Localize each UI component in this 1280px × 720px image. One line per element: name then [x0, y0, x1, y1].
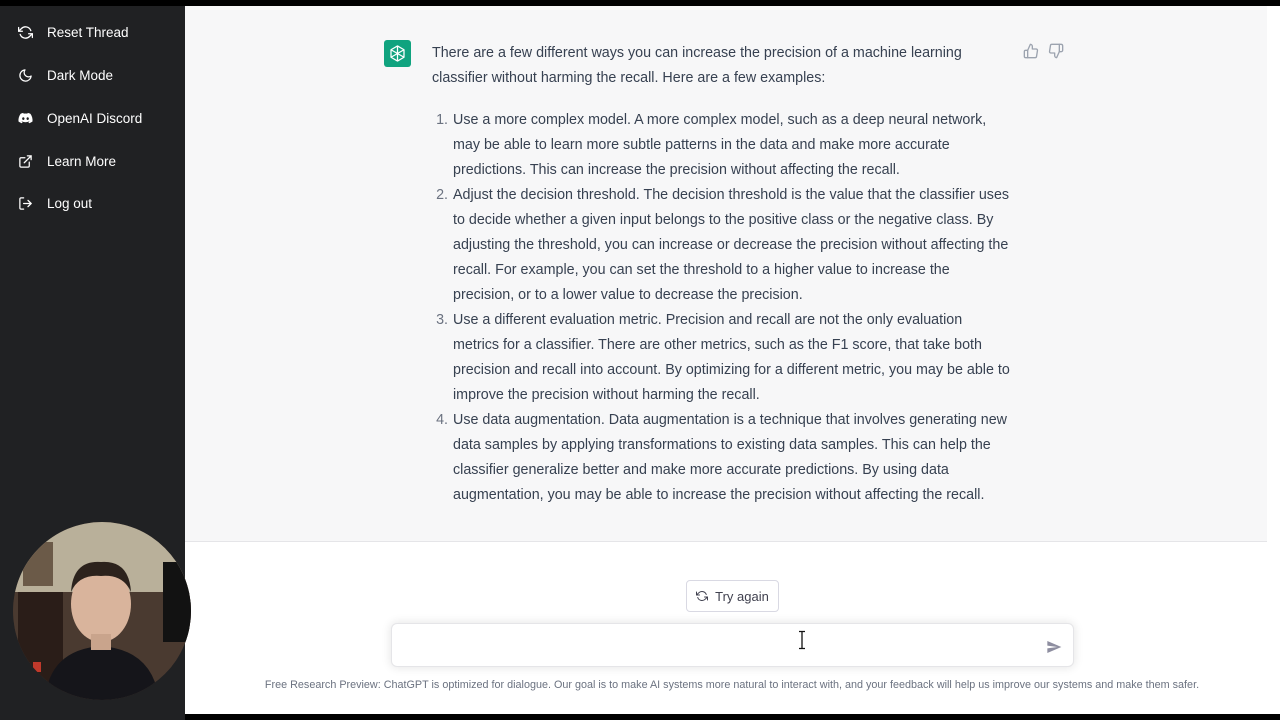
sidebar-item-label: Reset Thread	[47, 24, 129, 40]
message-intro: There are a few different ways you can increase the precision of a machine learning classifier without harming the recall. Here are a few examples:	[432, 45, 962, 86]
list-item: 3. Use a different evaluation metric. Precision and recall are not the only evaluation metrics for a classifier. There are other metrics, such as the F1 score, that take both precision and recall into account. By optimizing for a different metric, you may be able to improve the precision without harming the recall.	[452, 308, 1012, 408]
sidebar-item-reset-thread[interactable]	[8, 14, 176, 50]
sidebar-item-label: Dark Mode	[47, 67, 114, 83]
thumbs-down-icon[interactable]	[1048, 43, 1064, 59]
footer-disclaimer: Free Research Preview: ChatGPT is optimized for dialogue. Our goal is to make AI systems more natural to interact with, and your feedback will help us improve our systems and make them safer.	[264, 679, 1200, 691]
suggestion-list	[432, 108, 1012, 508]
sidebar-item-learn-more[interactable]	[8, 143, 176, 179]
discord-icon	[18, 111, 33, 126]
sidebar-item-dark-mode[interactable]	[8, 57, 176, 93]
refresh-icon	[696, 590, 708, 602]
send-icon[interactable]	[1046, 639, 1062, 655]
message-input[interactable]	[406, 636, 1026, 656]
logout-icon	[18, 196, 33, 211]
list-item: 2. Adjust the decision threshold. The decision threshold is the value that the classifier uses to decide whether a given input belongs to the positive class or the negative class. By adjusting the threshold, you can increase or decrease the precision without affecting the recall. For example, you can set the threshold to a higher value to increase the precision, or to a lower value to decrease the precision.	[452, 183, 1012, 308]
assistant-avatar	[384, 40, 411, 67]
sidebar-item-label: Learn More	[47, 153, 117, 169]
sidebar-item-label: Log out	[47, 195, 93, 211]
sidebar-item-label: OpenAI Discord	[47, 110, 143, 126]
chat-main	[185, 6, 1267, 714]
thumbs-up-icon[interactable]	[1023, 43, 1039, 59]
try-again-label: Try again	[715, 588, 769, 604]
moon-icon	[18, 68, 33, 83]
list-item: 1. Use a more complex model. A more complex model, such as a deep neural network, may be able to learn more subtle patterns in the data and make more accurate predictions. This can increase the precision without affecting the recall.	[452, 108, 1012, 183]
webcam-overlay	[13, 522, 191, 700]
presenter-video-image	[13, 522, 191, 700]
bottom-border	[185, 714, 1280, 720]
list-item: 4. Use data augmentation. Data augmentation is a technique that involves generating new data samples by applying transformations to existing data samples. This can help the classifier generalize better and make more accurate predictions. By using data augmentation, you may be able to increase the precision without affecting the recall.	[452, 408, 1012, 508]
sidebar-item-openai-discord[interactable]	[8, 100, 176, 136]
message-input-container	[391, 623, 1074, 667]
scrollbar-track	[1267, 6, 1280, 720]
try-again-button[interactable]	[686, 580, 779, 612]
text-cursor-icon	[797, 630, 807, 650]
external-link-icon	[18, 154, 33, 169]
assistant-message	[185, 6, 1267, 542]
openai-logo-icon	[388, 44, 407, 63]
message-text	[432, 41, 1012, 508]
refresh-icon	[18, 25, 33, 40]
sidebar-item-log-out[interactable]	[8, 185, 176, 221]
